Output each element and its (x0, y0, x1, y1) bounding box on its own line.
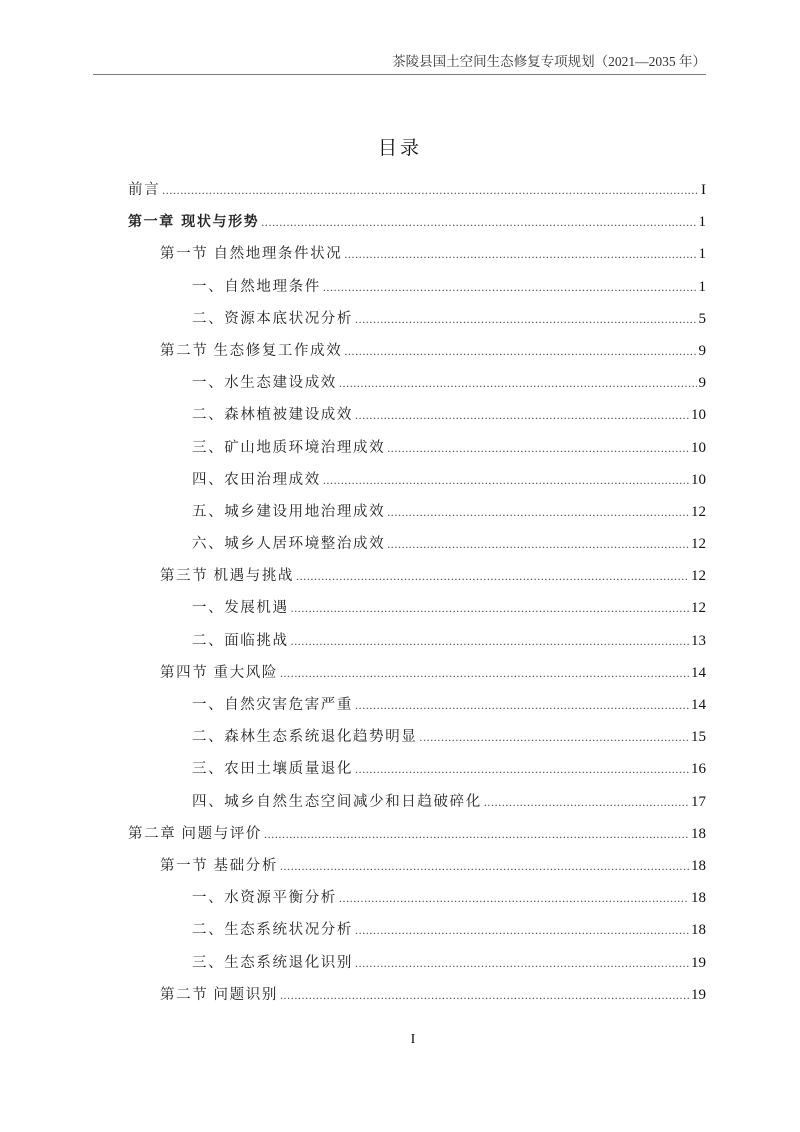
toc-entry-page-number: I (701, 182, 706, 198)
toc-entry-label: 一、水资源平衡分析 (192, 890, 337, 907)
toc-entry[interactable] (128, 790, 706, 822)
toc-entry-label: 一、自然灾害危害严重 (192, 697, 353, 713)
toc-entry-label: 二、森林生态系统退化趋势明显 (192, 729, 418, 746)
toc-entry-page-number: 15 (691, 729, 706, 746)
toc-entry[interactable] (128, 436, 706, 468)
toc-entry-page-number: 10 (691, 471, 706, 488)
toc-entry[interactable] (128, 757, 706, 789)
toc-entry-label: 一、自然地理条件 (192, 278, 321, 295)
toc-entry-page-number: 12 (691, 536, 706, 553)
toc-entry-label: 四、农田治理成效 (192, 471, 321, 488)
toc-entry[interactable] (128, 242, 706, 274)
toc-entry-page-number: 18 (691, 890, 706, 907)
dot-leader (339, 371, 697, 395)
toc-entry-page-number: 10 (691, 407, 706, 424)
dot-leader (344, 242, 696, 266)
toc-entry[interactable] (128, 661, 706, 693)
dot-leader (291, 596, 689, 620)
dot-leader (261, 210, 696, 234)
toc-entry-page-number: 17 (691, 793, 706, 810)
toc-entry-page-number: 1 (698, 278, 706, 295)
toc-entry-page-number: 18 (691, 922, 706, 939)
toc-entry[interactable] (128, 468, 706, 500)
dot-leader (387, 436, 689, 460)
dot-leader (419, 725, 689, 749)
toc-entry[interactable] (128, 854, 706, 886)
toc-entry-page-number: 5 (698, 310, 706, 327)
toc-entry-page-number: 12 (691, 600, 706, 617)
toc-entry[interactable] (128, 275, 706, 307)
toc-entry-page-number: 9 (698, 375, 706, 392)
dot-leader (323, 468, 689, 492)
toc-entry-page-number: 13 (691, 632, 706, 649)
toc-entry-label: 第三节 机遇与挑战 (160, 568, 295, 585)
toc-entry[interactable] (128, 403, 706, 435)
toc-entry-page-number: 19 (691, 954, 706, 971)
toc-entry-label: 五、城乡建设用地治理成效 (192, 503, 386, 520)
toc-entry-label: 二、面临挑战 (192, 632, 289, 649)
toc-entry-page-number: 1 (698, 246, 706, 263)
dot-leader (355, 307, 697, 331)
toc-entry[interactable] (128, 951, 706, 983)
toc-entry[interactable] (128, 725, 706, 757)
footer-page-number: I (410, 1032, 416, 1047)
toc-entry-label: 第二章 问题与评价 (128, 825, 263, 842)
dot-leader (355, 403, 689, 427)
toc-entry[interactable] (128, 532, 706, 564)
dot-leader (484, 790, 689, 814)
dot-leader (280, 854, 689, 878)
dot-leader (355, 693, 689, 717)
toc-entry-label: 三、农田土壤质量退化 (192, 761, 353, 778)
running-header: 茶陵县国土空间生态修复专项规划（2021—2035 年） (392, 54, 706, 69)
toc-entry-label: 二、资源本底状况分析 (192, 310, 353, 327)
dot-leader (280, 661, 689, 685)
toc-entry-label: 第二节 生态修复工作成效 (160, 342, 343, 359)
toc-entry-page-number: 1 (698, 214, 706, 231)
toc-entry-label: 第一章 现状与形势 (128, 214, 260, 231)
toc-entry[interactable] (128, 307, 706, 339)
dot-leader (339, 886, 689, 910)
dot-leader (264, 822, 689, 846)
toc-entry-label: 六、城乡人居环境整治成效 (192, 536, 386, 553)
toc-entry[interactable] (128, 918, 706, 950)
toc-entry-page-number: 19 (691, 986, 706, 1003)
toc-entry-label: 一、发展机遇 (192, 600, 289, 617)
toc-entry-label: 三、生态系统退化识别 (192, 954, 353, 971)
toc-entry-page-number: 18 (691, 825, 706, 842)
dot-leader (291, 629, 689, 653)
dot-leader (162, 178, 699, 202)
toc-entry[interactable] (128, 371, 706, 403)
header-divider (93, 74, 706, 75)
toc-entry-page-number: 14 (691, 664, 706, 681)
dot-leader (323, 275, 697, 299)
toc-entry[interactable] (128, 178, 706, 210)
toc-entry[interactable] (128, 500, 706, 532)
dot-leader (296, 564, 689, 588)
toc-entry-page-number: 12 (691, 503, 706, 520)
dot-leader (387, 500, 689, 524)
table-of-contents (128, 178, 706, 1015)
toc-entry[interactable] (128, 983, 706, 1015)
toc-entry[interactable] (128, 629, 706, 661)
toc-entry-label: 四、城乡自然生态空间减少和日趋破碎化 (192, 793, 482, 810)
toc-entry[interactable] (128, 822, 706, 854)
toc-entry-label: 第二节 问题识别 (160, 986, 278, 1003)
toc-entry[interactable] (128, 564, 706, 596)
dot-leader (355, 951, 689, 975)
toc-entry[interactable] (128, 596, 706, 628)
dot-leader (280, 983, 689, 1007)
toc-entry-label: 第四节 重大风险 (160, 664, 278, 681)
dot-leader (344, 339, 696, 363)
toc-entry-page-number: 12 (691, 568, 706, 585)
page-title: 目录 (377, 137, 422, 159)
dot-leader (355, 757, 689, 781)
toc-entry-label: 三、矿山地质环境治理成效 (192, 439, 386, 456)
toc-entry-page-number: 18 (691, 857, 706, 874)
dot-leader (387, 532, 689, 556)
dot-leader (355, 918, 689, 942)
toc-entry[interactable] (128, 693, 706, 725)
toc-entry-page-number: 14 (691, 697, 706, 713)
toc-entry-label: 二、生态系统状况分析 (192, 922, 353, 939)
toc-entry-page-number: 16 (691, 761, 706, 778)
toc-entry-label: 一、水生态建设成效 (192, 375, 337, 392)
toc-entry-page-number: 10 (691, 439, 706, 456)
toc-entry[interactable] (128, 339, 706, 371)
toc-entry-label: 第一节 基础分析 (160, 857, 278, 874)
toc-entry-page-number: 9 (698, 342, 706, 359)
toc-entry-label: 二、森林植被建设成效 (192, 407, 353, 424)
toc-entry[interactable] (128, 210, 706, 242)
toc-entry-label: 前言 (128, 182, 161, 198)
toc-entry-label: 第一节 自然地理条件状况 (160, 246, 343, 263)
toc-entry[interactable] (128, 886, 706, 918)
